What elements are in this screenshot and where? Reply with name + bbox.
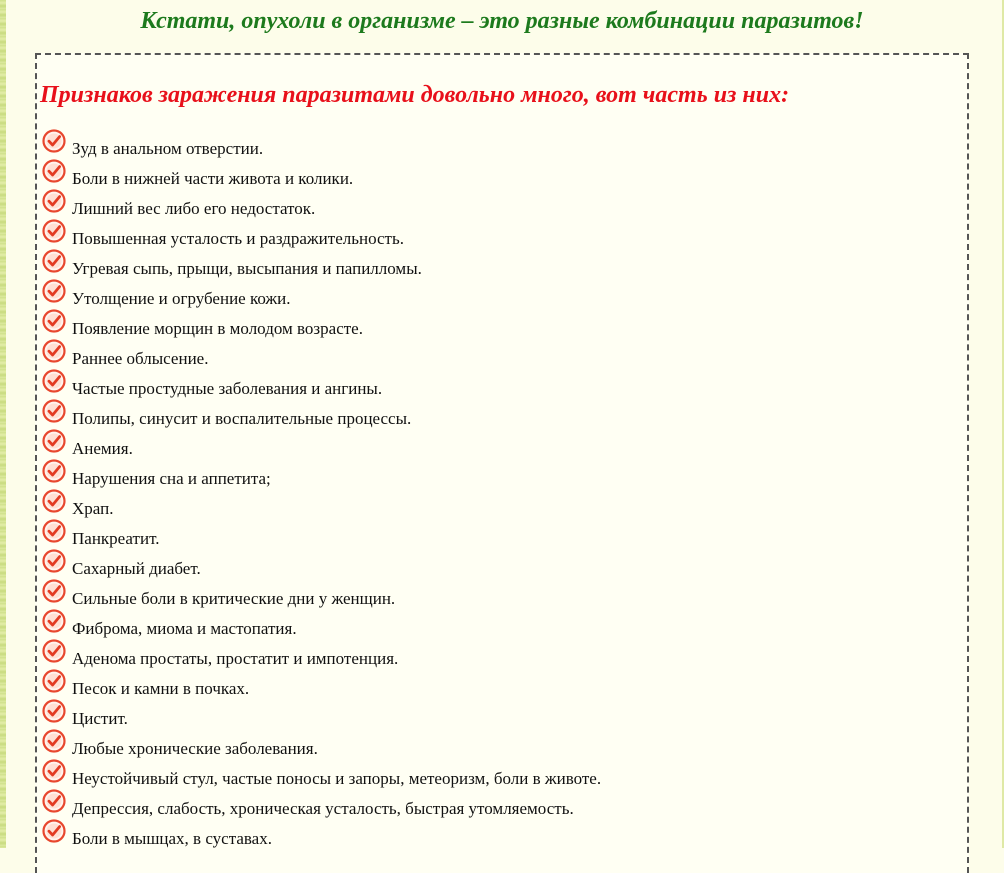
list-item (42, 818, 601, 848)
check-circle-icon (42, 309, 66, 333)
list-item-text: Боли в нижней части живота и колики. (72, 169, 354, 188)
list-item-text: Боли в мышцах, в суставах. (72, 829, 272, 848)
list-item (42, 188, 601, 218)
list-item (42, 458, 601, 488)
check-circle-icon (42, 729, 66, 753)
list-item-text: Повышенная усталость и раздражительность. (72, 229, 404, 248)
list-item (42, 788, 601, 818)
list-item (42, 698, 601, 728)
list-item (42, 368, 601, 398)
list-item (42, 668, 601, 698)
list-item-text: Зуд в анальном отверстии. (72, 139, 264, 158)
list-item (42, 428, 601, 458)
list-item-text: Угревая сыпь, прыщи, высыпания и папилломы. (72, 259, 422, 278)
list-item-text: Депрессия, слабость, хроническая усталость, быстрая утомляемость. (72, 799, 574, 818)
check-circle-icon (42, 159, 66, 183)
list-item (42, 398, 601, 428)
list-item-text: Нарушения сна и аппетита; (72, 469, 271, 488)
check-circle-icon (42, 759, 66, 783)
list-item-text: Аденома простаты, простатит и импотенция. (72, 649, 399, 668)
list-item (42, 638, 601, 668)
list-item-text: Лишний вес либо его недостаток. (72, 199, 316, 218)
list-item-text: Полипы, синусит и воспалительные процессы. (72, 409, 412, 428)
list-item (42, 548, 601, 578)
list-item (42, 218, 601, 248)
card-title: Признаков заражения паразитами довольно много, вот часть из них: (40, 82, 790, 108)
check-circle-icon (42, 519, 66, 543)
list-item (42, 758, 601, 788)
list-item (42, 578, 601, 608)
check-circle-icon (42, 489, 66, 513)
list-item-text: Храп. (72, 499, 114, 518)
symptoms-card (35, 53, 969, 873)
list-item-text: Раннее облысение. (72, 349, 209, 368)
check-circle-icon (42, 609, 66, 633)
symptom-list (42, 128, 601, 848)
left-decorative-border (0, 0, 6, 848)
list-item-text: Появление морщин в молодом возрасте. (72, 319, 363, 338)
check-circle-icon (42, 339, 66, 363)
check-circle-icon (42, 459, 66, 483)
list-item-text: Панкреатит. (72, 529, 160, 548)
check-circle-icon (42, 279, 66, 303)
list-item-text: Неустойчивый стул, частые поносы и запоры, метеоризм, боли в животе. (72, 769, 602, 788)
check-circle-icon (42, 129, 66, 153)
list-item (42, 518, 601, 548)
list-item-text: Утолщение и огрубение кожи. (72, 289, 291, 308)
list-item-text: Анемия. (72, 439, 133, 458)
check-circle-icon (42, 429, 66, 453)
list-item-text: Частые простудные заболевания и ангины. (72, 379, 383, 398)
check-circle-icon (42, 789, 66, 813)
check-circle-icon (42, 669, 66, 693)
list-item-text: Любые хронические заболевания. (72, 739, 318, 758)
check-circle-icon (42, 639, 66, 663)
check-circle-icon (42, 399, 66, 423)
check-circle-icon (42, 219, 66, 243)
list-item-text: Фиброма, миома и мастопатия. (72, 619, 297, 638)
list-item-text: Цистит. (72, 709, 128, 728)
list-item (42, 308, 601, 338)
list-item (42, 158, 601, 188)
list-item (42, 128, 601, 158)
check-circle-icon (42, 819, 66, 843)
list-item (42, 488, 601, 518)
list-item-text: Песок и камни в почках. (72, 679, 250, 698)
list-item (42, 278, 601, 308)
list-item (42, 338, 601, 368)
check-circle-icon (42, 579, 66, 603)
list-item (42, 608, 601, 638)
list-item-text: Сахарный диабет. (72, 559, 201, 578)
list-item (42, 728, 601, 758)
check-circle-icon (42, 549, 66, 573)
page-headline: Кстати, опухоли в организме – это разные комбинации паразитов! (140, 8, 864, 34)
check-circle-icon (42, 249, 66, 273)
check-circle-icon (42, 699, 66, 723)
check-circle-icon (42, 369, 66, 393)
list-item-text: Сильные боли в критические дни у женщин. (72, 589, 396, 608)
list-item (42, 248, 601, 278)
check-circle-icon (42, 189, 66, 213)
